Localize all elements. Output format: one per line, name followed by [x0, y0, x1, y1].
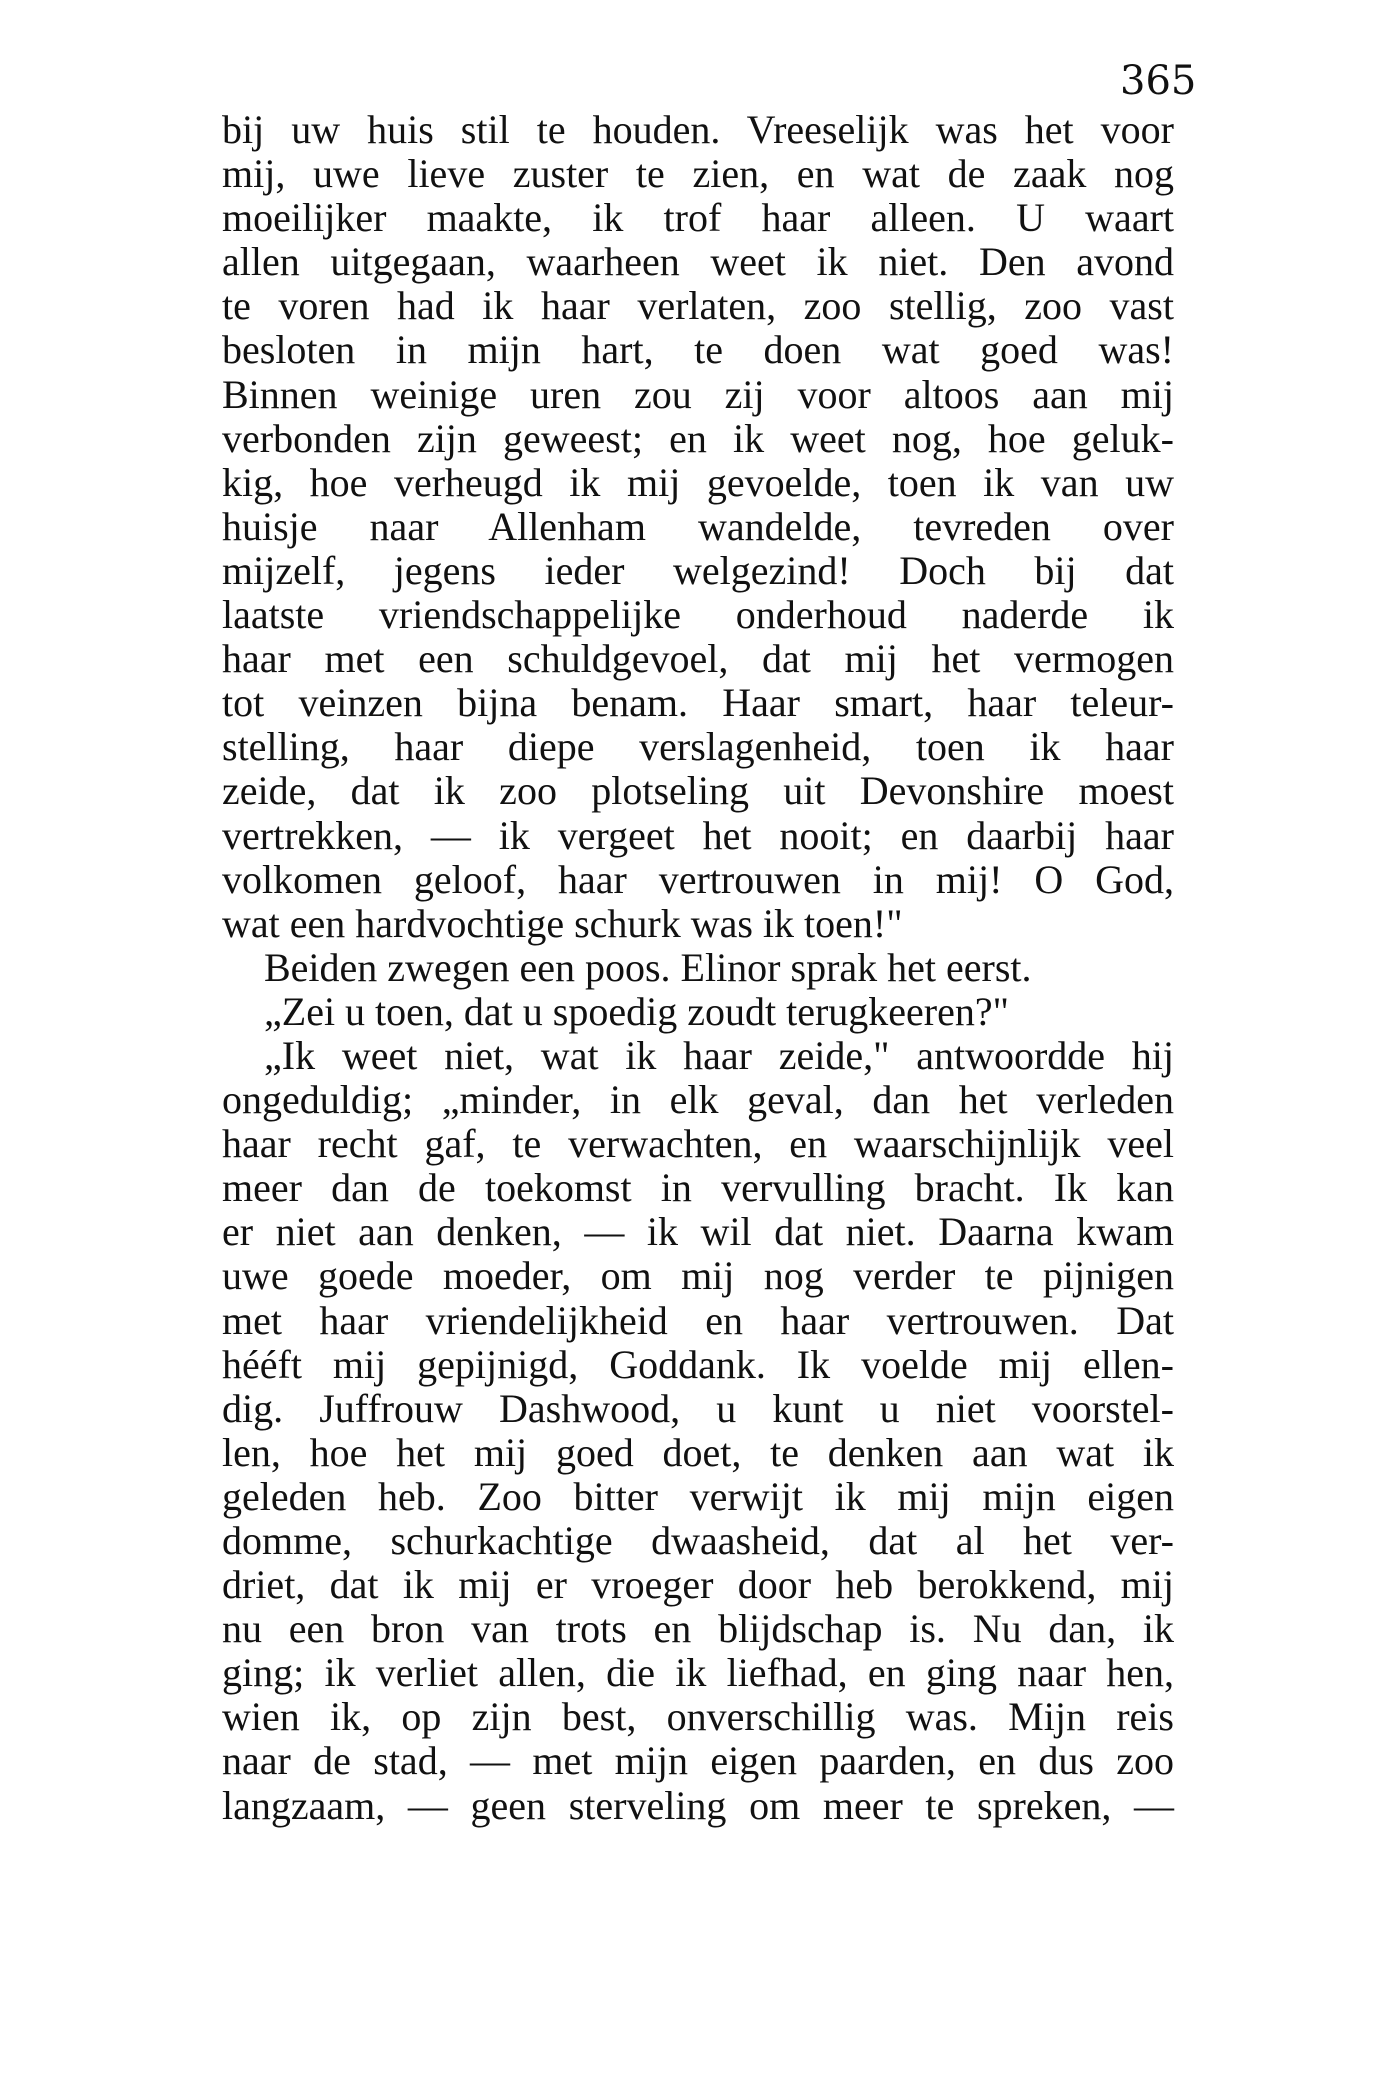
- page-number: 365: [1120, 58, 1197, 104]
- text-line: huisje naar Allenham wandelde, tevreden over: [222, 503, 1174, 549]
- text-line: mijzelf, jegens ieder welgezind! Doch bij dat: [222, 547, 1174, 593]
- text-line: moeilijker maakte, ik trof haar alleen. U waart: [222, 195, 1174, 241]
- text-line: allen uitgegaan, waarheen weet ik niet. Den avond: [222, 239, 1174, 285]
- text-line: verbonden zijn geweest; en ik weet nog, hoe geluk-: [222, 415, 1174, 461]
- text-line: tot veinzen bijna benam. Haar smart, haar teleur-: [222, 680, 1174, 726]
- text-line: zeide, dat ik zoo plotseling uit Devonshire moest: [222, 768, 1174, 814]
- text-line: len, hoe het mij goed doet, te denken aan wat ik: [222, 1429, 1174, 1475]
- text-line: bij uw huis stil te houden. Vreeselijk was het voor: [222, 107, 1174, 152]
- text-line: te voren had ik haar verlaten, zoo stellig, zoo vast: [222, 283, 1174, 329]
- text-line: met haar vriendelijkheid en haar vertrouwen. Dat: [222, 1297, 1174, 1343]
- text-line: hééft mij gepijnigd, Goddank. Ik voelde mij ellen-: [222, 1341, 1174, 1387]
- text-line: kig, hoe verheugd ik mij gevoelde, toen ik van uw: [222, 459, 1174, 505]
- text-line: „Zei u toen, dat u spoedig zoudt terugkeeren?": [264, 988, 1009, 1034]
- text-line: haar recht gaf, te verwachten, en waarschijnlijk veel: [222, 1121, 1174, 1167]
- text-line: driet, dat ik mij er vroeger door heb berokkend, mij: [222, 1562, 1174, 1608]
- text-line: volkomen geloof, haar vertrouwen in mij! O God,: [222, 856, 1174, 902]
- text-line: Binnen weinige uren zou zij voor altoos aan mij: [222, 371, 1174, 417]
- text-line: dig. Juffrouw Dashwood, u kunt u niet voorstel-: [222, 1385, 1174, 1431]
- text-line: uwe goede moeder, om mij nog verder te pijnigen: [222, 1253, 1174, 1299]
- text-line: vertrekken, — ik vergeet het nooit; en daarbij haar: [222, 812, 1174, 858]
- body-text: [222, 108, 1174, 1828]
- text-line: wien ik, op zijn best, onverschillig was. Mijn reis: [222, 1694, 1174, 1740]
- text-line: mij, uwe lieve zuster te zien, en wat de zaak nog: [222, 151, 1174, 197]
- text-line: domme, schurkachtige dwaasheid, dat al het ver-: [222, 1518, 1174, 1563]
- text-line: meer dan de toekomst in vervulling bracht. Ik kan: [222, 1165, 1174, 1211]
- text-line: ongeduldig; „minder, in elk geval, dan het verleden: [222, 1077, 1174, 1123]
- text-line: laatste vriendschappelijke onderhoud naderde ik: [222, 592, 1174, 638]
- text-line: nu een bron van trots en blijdschap is. Nu dan, ik: [222, 1606, 1174, 1652]
- text-line: Beiden zwegen een poos. Elinor sprak het eerst.: [264, 944, 1032, 990]
- text-line: haar met een schuldgevoel, dat mij het vermogen: [222, 636, 1174, 682]
- text-line: er niet aan denken, — ik wil dat niet. Daarna kwam: [222, 1209, 1174, 1255]
- text-line: wat een hardvochtige schurk was ik toen!": [222, 900, 903, 946]
- text-line: geleden heb. Zoo bitter verwijt ik mij mijn eigen: [222, 1473, 1174, 1519]
- text-line: ging; ik verliet allen, die ik liefhad, en ging naar hen,: [222, 1650, 1174, 1696]
- text-line: stelling, haar diepe verslagenheid, toen ik haar: [222, 724, 1174, 770]
- text-line: „Ik weet niet, wat ik haar zeide," antwoordde hij: [264, 1032, 1174, 1078]
- text-line: langzaam, — geen sterveling om meer te spreken, —: [222, 1782, 1174, 1828]
- text-line: besloten in mijn hart, te doen wat goed was!: [222, 327, 1174, 373]
- text-line: naar de stad, — met mijn eigen paarden, en dus zoo: [222, 1738, 1174, 1784]
